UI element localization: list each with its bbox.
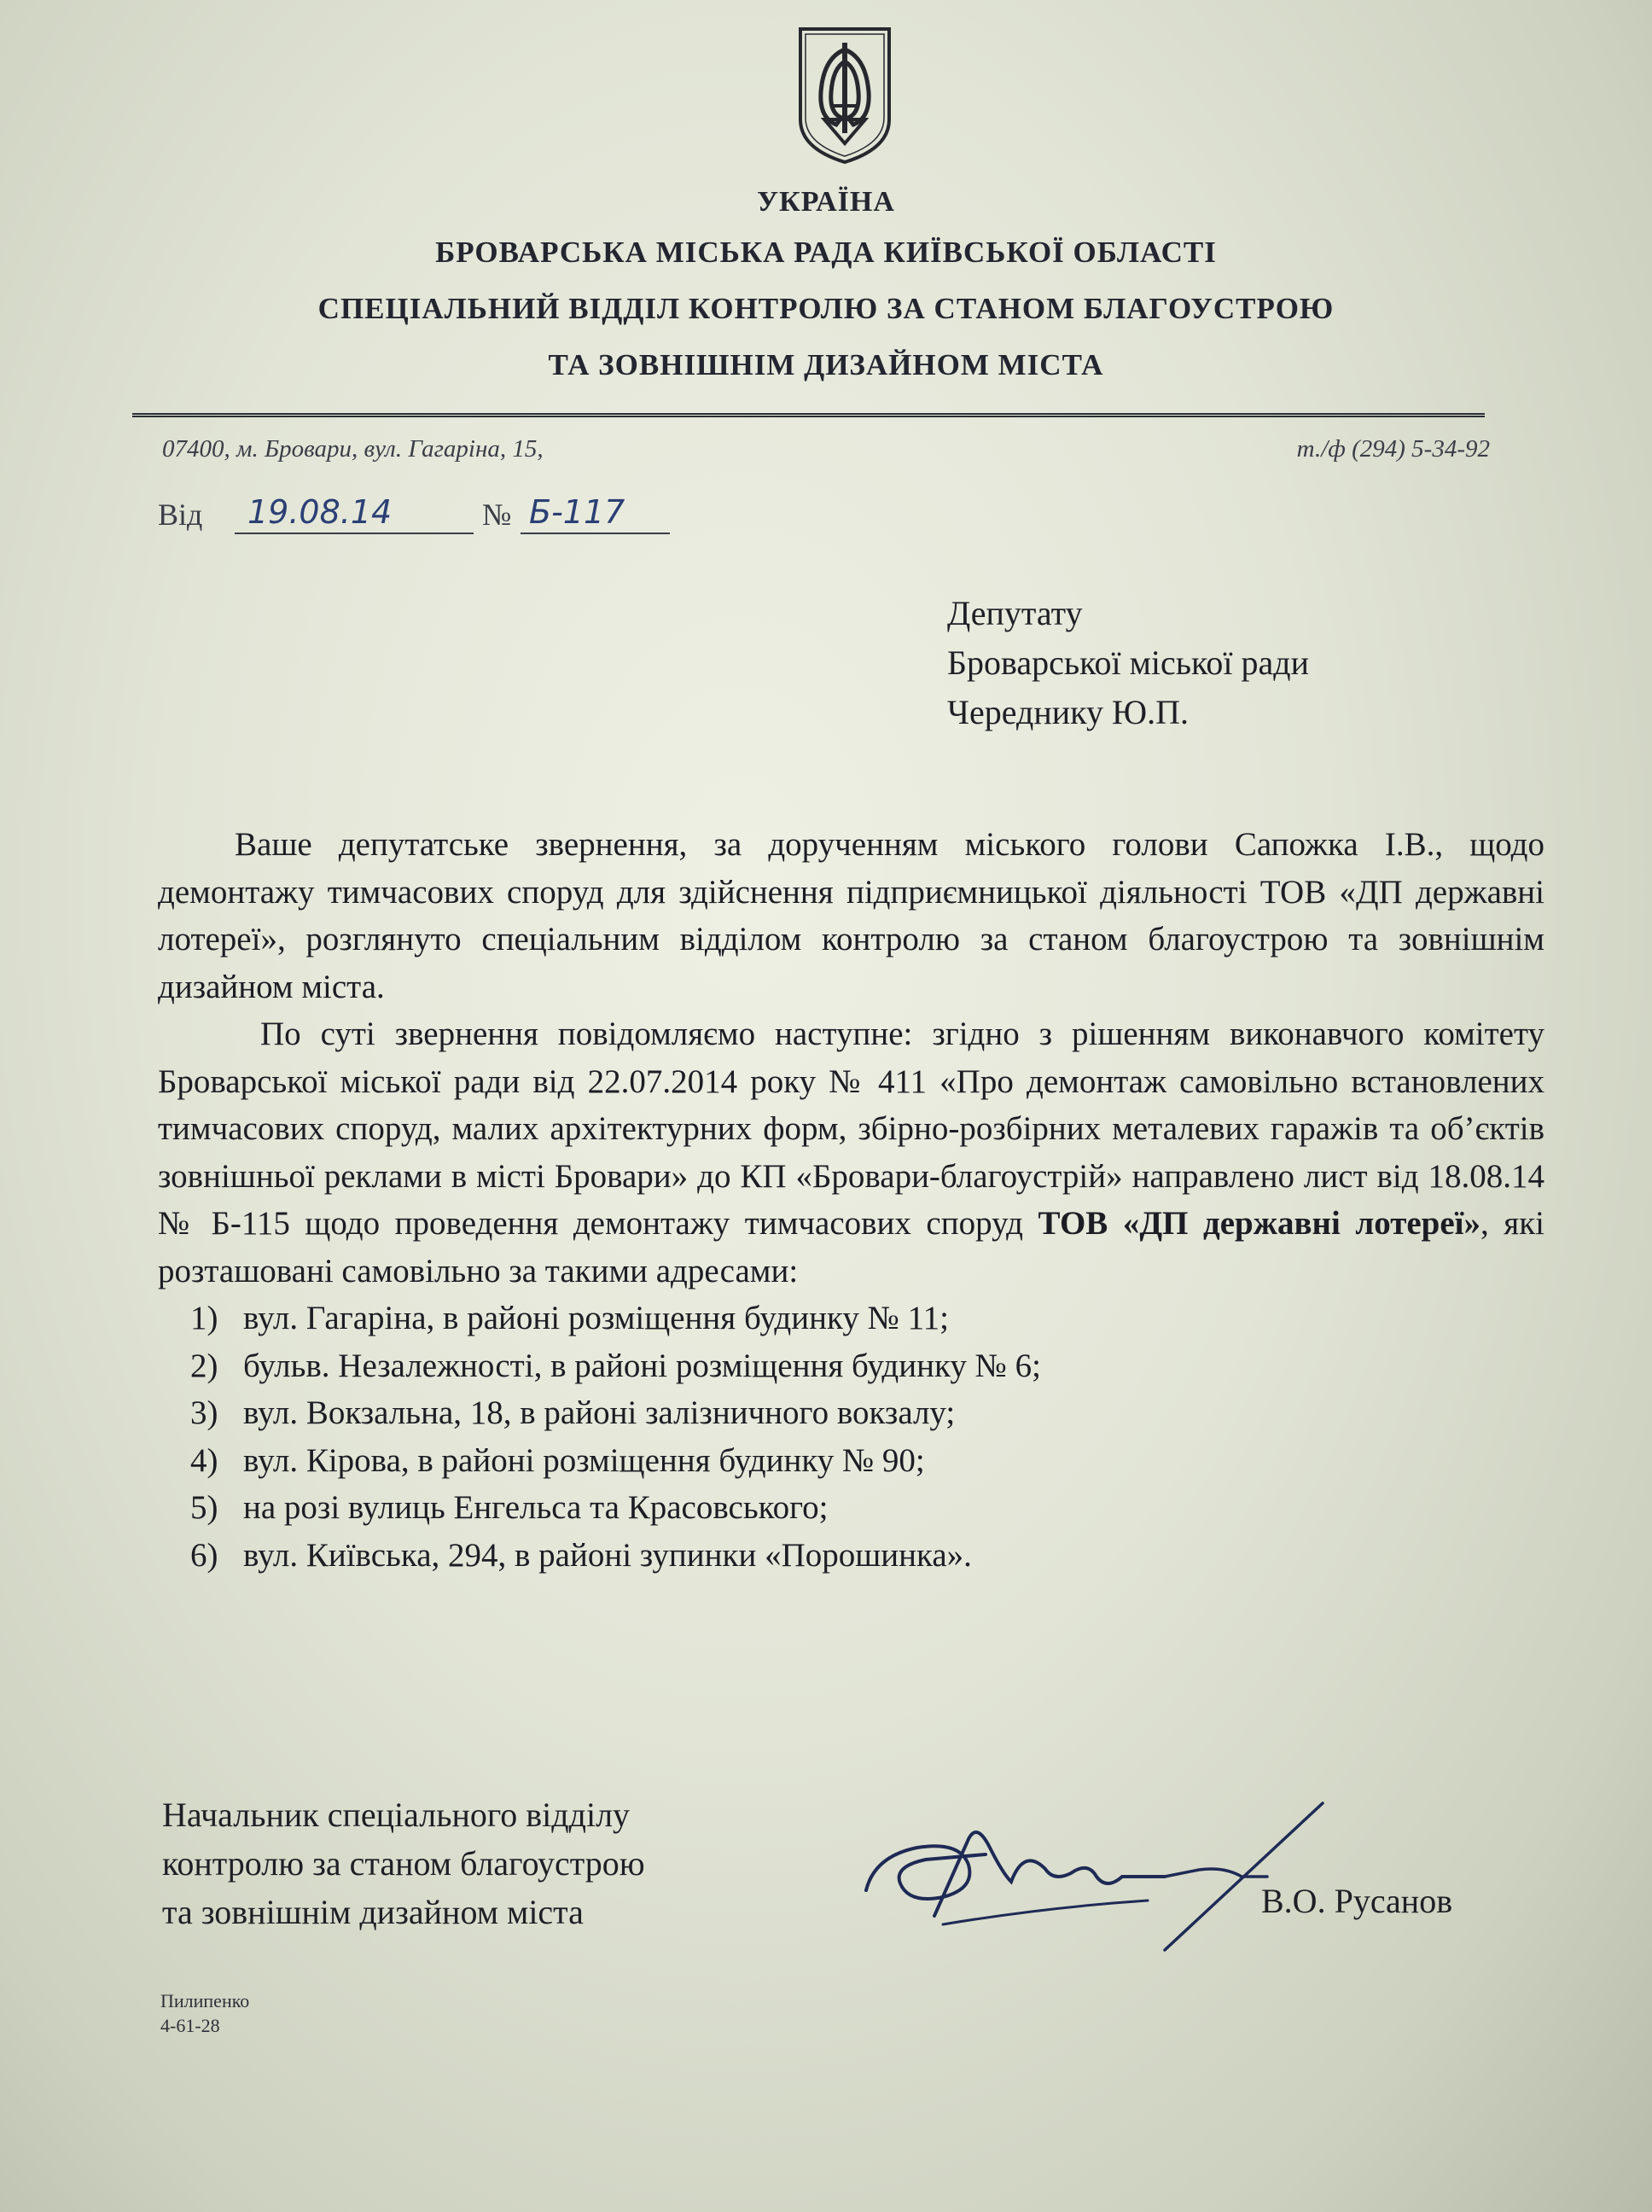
body-paragraph — [158, 1010, 1544, 1295]
list-text: вул. Кірова, в районі розміщення будинку № 90; — [243, 1441, 925, 1479]
signatory-title-line: та зовнішнім дизайном міста — [162, 1893, 584, 1931]
list-text: вул. Гагаріна, в районі розміщення будинку № 11; — [243, 1300, 949, 1336]
outgoing-date: 19.08.14 — [235, 493, 474, 534]
list-number: 5) — [190, 1489, 218, 1526]
list-item — [158, 1484, 1544, 1532]
handwritten-signature — [841, 1788, 1352, 1959]
department-heading-line1: СПЕЦІАЛЬНИЙ ВІДДІЛ КОНТРОЛЮ ЗА СТАНОМ БЛАГОУСТРОЮ — [317, 292, 1335, 325]
executor-phone: 4-61-28 — [160, 2015, 220, 2036]
date-label: Від — [158, 498, 203, 532]
list-number: 6) — [190, 1536, 218, 1574]
sender-address: 07400, м. Бровари, вул. Гагаріна, 15, — [162, 435, 544, 463]
list-text: вул. Київська, 294, в районі зупинки «Порошинка». — [243, 1536, 972, 1574]
signatory-title-line: Начальник спеціального відділу — [162, 1796, 631, 1834]
paragraph-text: По суті звернення повідомляємо наступне: згідно з рішенням виконавчого комітету Броварської міської ради від 22.07.2014 року № 411 «Про демонтаж самовільно встановлених тимчасових споруд, малих архітектурних форм, збірно-розбірних металевих гаражів та об’єктів зовнішньої реклами в місті Бровари» до КП «Бровари-благоустрій» направлено лист від 18.08.14 № Б-115 щодо проведення демонтажу тимчасових споруд — [158, 1016, 1544, 1242]
letter-body — [158, 821, 1544, 1579]
list-item — [158, 1389, 1544, 1437]
address-list — [158, 1295, 1544, 1579]
list-number: 2) — [190, 1347, 218, 1384]
signatory-title-line: контролю за станом благоустрою — [162, 1844, 645, 1883]
paragraph-text: , які розташовані самовільно за такими адресами: — [158, 1205, 1545, 1289]
list-text: вул. Вокзальна, 18, в районі залізничного вокзалу; — [243, 1394, 956, 1431]
addressee-line: Депутату — [947, 594, 1083, 632]
list-number: 1) — [190, 1300, 218, 1336]
department-heading-line2: ТА ЗОВНІШНІМ ДИЗАЙНОМ МІСТА — [548, 348, 1104, 381]
list-text: бульв. Незалежності, в районі розміщення будинку № 6; — [243, 1347, 1041, 1384]
list-item — [158, 1342, 1544, 1390]
signatory-title — [162, 1790, 645, 1936]
addressee-line: Череднику Ю.П. — [947, 693, 1190, 731]
list-text: на розі вулиць Енгельса та Красовського; — [243, 1489, 829, 1526]
list-item — [158, 1295, 1544, 1342]
sender-phone: т./ф (294) 5-34-92 — [1296, 435, 1490, 463]
list-number: 3) — [190, 1394, 218, 1431]
addressee-block — [947, 589, 1309, 737]
executor-name: Пилипенко — [160, 1990, 250, 2011]
body-paragraph: Ваше депутатське звернення, за дорученням міського голови Сапожка І.В., щодо демонтажу тимчасових споруд для здійснення підприємницької діяльності ТОВ «ДП державні лотереї», розглянуто спеціальним відділом контролю за станом благоустрою та зовнішнім дизайном міста. — [158, 826, 1544, 1005]
country-heading: УКРАЇНА — [757, 186, 895, 218]
list-item — [158, 1437, 1544, 1485]
company-name: ТОВ «ДП державні лотереї» — [1038, 1205, 1481, 1242]
number-label: № — [482, 498, 512, 532]
list-number: 4) — [190, 1441, 218, 1479]
addressee-line: Броварської міської ради — [947, 643, 1310, 682]
list-item — [158, 1532, 1544, 1580]
signatory-name: В.О. Русанов — [1261, 1882, 1453, 1920]
council-heading: БРОВАРСЬКА МІСЬКА РАДА КИЇВСЬКОЇ ОБЛАСТІ — [435, 236, 1217, 269]
letterhead-divider — [132, 413, 1485, 417]
executor-info — [160, 1988, 249, 2038]
outgoing-number: Б-117 — [521, 493, 670, 534]
coat-of-arms-icon — [794, 24, 896, 166]
